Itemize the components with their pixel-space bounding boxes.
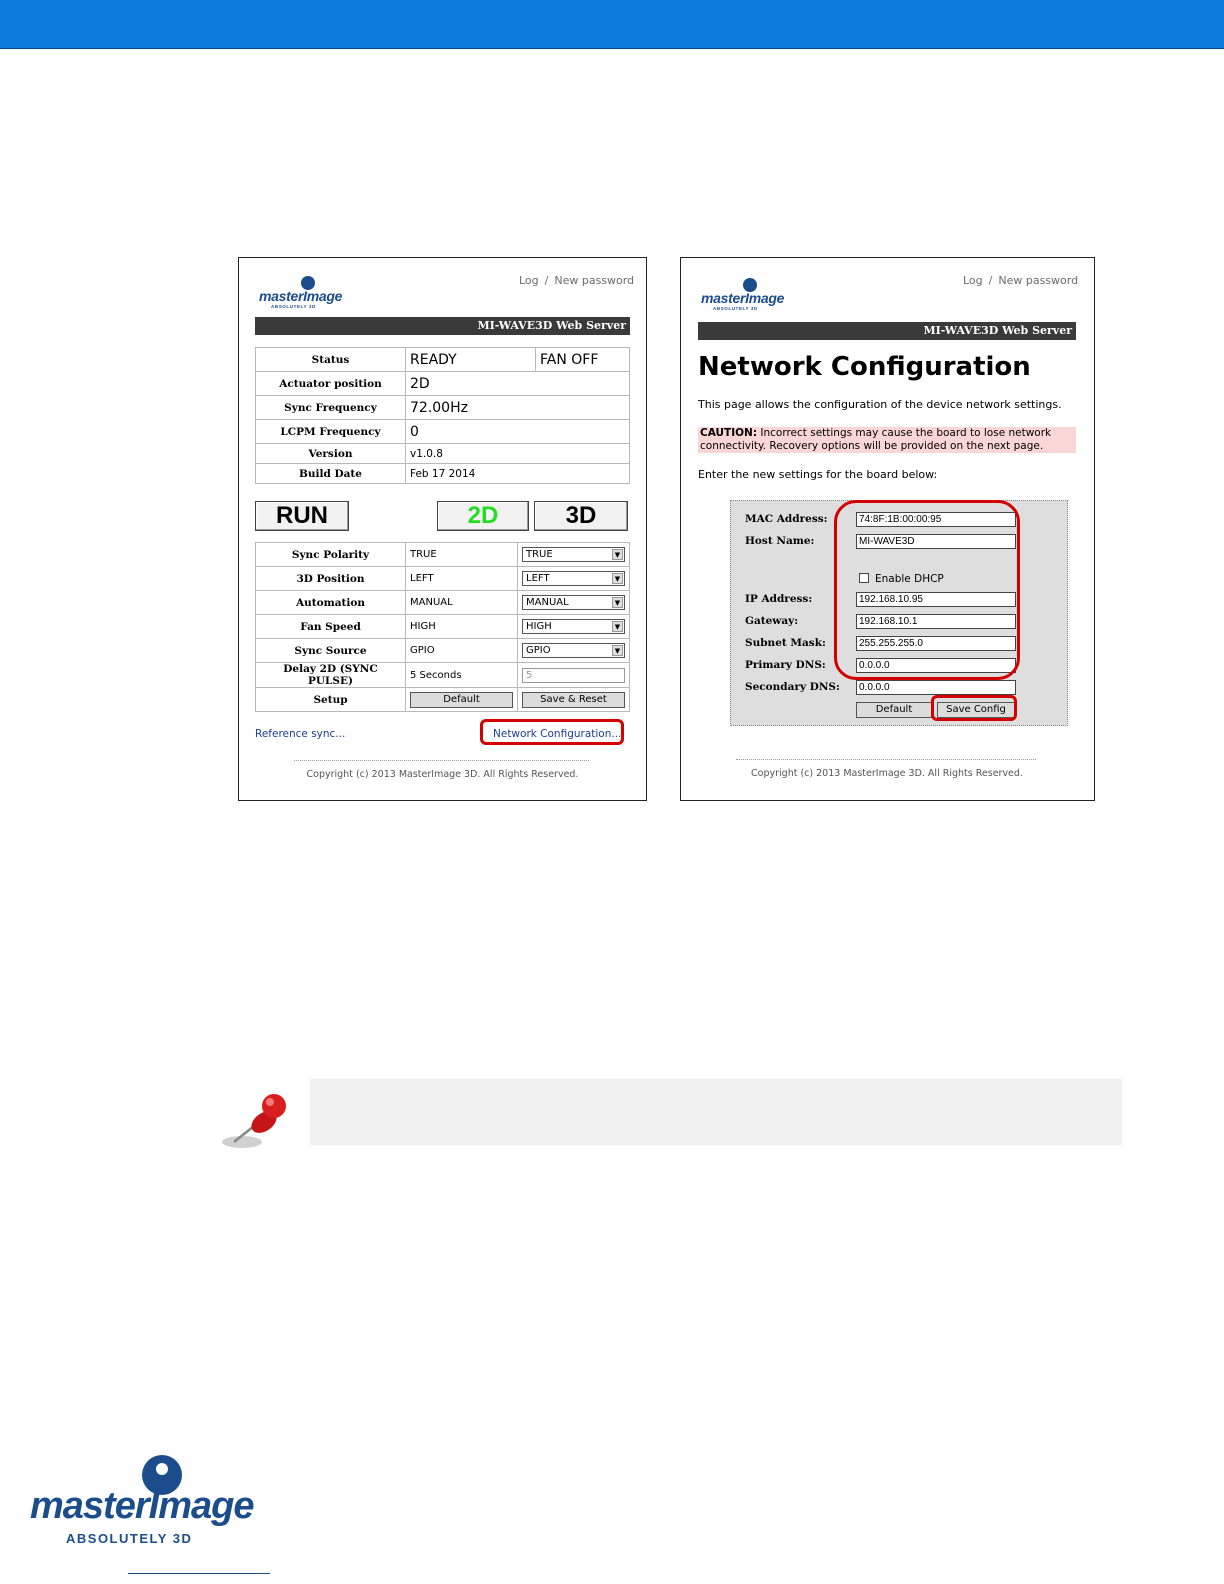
main-status-screenshot xyxy=(238,257,647,801)
status-table xyxy=(255,347,630,484)
automation-value: MANUAL xyxy=(406,591,518,615)
copyright-text: Copyright (c) 2013 MasterImage 3D. All Rights Reserved. xyxy=(751,768,1023,779)
fan-speed-select[interactable] xyxy=(522,619,625,634)
subnet-mask-label: Subnet Mask: xyxy=(745,637,826,649)
setup-save-cell xyxy=(518,688,630,712)
secondary-dns-field[interactable]: 0.0.0.0 xyxy=(856,680,1016,695)
instructions-text: Enter the new settings for the board below: xyxy=(698,468,938,481)
automation-selected: MANUAL xyxy=(526,597,569,608)
automation-cell xyxy=(518,591,630,615)
caution-box xyxy=(698,427,1076,453)
new-password-link[interactable]: New password xyxy=(998,274,1079,287)
logo-tagline: ABSOLUTELY 3D xyxy=(271,304,316,309)
3d-position-cell xyxy=(518,567,630,591)
fields-highlight xyxy=(834,500,1020,680)
settings-table xyxy=(255,542,630,712)
save-reset-button[interactable]: Save & Reset xyxy=(522,692,625,708)
chevron-down-icon[interactable]: ▼ xyxy=(612,549,623,560)
sync-polarity-cell xyxy=(518,543,630,567)
actuator-label: Actuator position xyxy=(256,372,406,396)
sync-source-select[interactable] xyxy=(522,643,625,658)
default-button[interactable]: Default xyxy=(410,692,513,708)
footer-divider xyxy=(736,759,1036,760)
lcpm-frequency-label: LCPM Frequency xyxy=(256,420,406,444)
enable-dhcp-label: Enable DHCP xyxy=(875,573,944,585)
lcpm-frequency-value: 0 xyxy=(406,420,630,444)
fan-speed-label: Fan Speed xyxy=(256,615,406,639)
network-configuration-link[interactable]: Network Configuration... xyxy=(493,728,622,740)
sync-frequency-label: Sync Frequency xyxy=(256,396,406,420)
status-value: READY xyxy=(406,348,536,372)
footer-rule xyxy=(128,1573,270,1574)
setup-default-cell xyxy=(406,688,518,712)
sync-frequency-value: 72.00Hz xyxy=(406,396,630,420)
caution-text-line1: Incorrect settings may cause the board to lose network xyxy=(757,427,1052,439)
server-title-bar: MI-WAVE3D Web Server xyxy=(255,317,630,335)
secondary-dns-label: Secondary DNS: xyxy=(745,681,840,693)
mac-address-label: MAC Address: xyxy=(745,513,828,525)
log-link[interactable]: Log xyxy=(519,274,539,287)
mode-2d-button[interactable]: 2D xyxy=(437,501,529,531)
sync-source-cell xyxy=(518,639,630,663)
3d-position-value: LEFT xyxy=(406,567,518,591)
link-separator: / xyxy=(988,274,993,287)
network-configuration-screenshot xyxy=(680,257,1095,801)
delay-2d-cell xyxy=(518,663,630,688)
top-links xyxy=(519,274,634,287)
actuator-value: 2D xyxy=(406,372,630,396)
delay-2d-value: 5 Seconds xyxy=(406,663,518,688)
sync-source-selected: GPIO xyxy=(526,645,551,656)
footer-logo-wordmark: masterImage xyxy=(30,1485,254,1527)
save-config-highlight xyxy=(931,695,1017,721)
chevron-down-icon[interactable]: ▼ xyxy=(612,621,623,632)
delay-2d-label: Delay 2D (SYNC PULSE) xyxy=(256,663,406,688)
logo-tagline: ABSOLUTELY 3D xyxy=(713,306,758,311)
automation-select[interactable] xyxy=(522,595,625,610)
primary-dns-field[interactable]: 0.0.0.0 xyxy=(856,658,1016,673)
chevron-down-icon[interactable]: ▼ xyxy=(612,573,623,584)
footer-logo xyxy=(30,1455,270,1545)
sync-source-label: Sync Source xyxy=(256,639,406,663)
reference-sync-link[interactable]: Reference sync... xyxy=(255,728,346,740)
host-name-label: Host Name: xyxy=(745,535,815,547)
build-date-value: Feb 17 2014 xyxy=(406,464,630,484)
sync-polarity-value: TRUE xyxy=(406,543,518,567)
run-button[interactable]: RUN xyxy=(255,501,349,531)
note-box xyxy=(310,1079,1122,1145)
page-description: This page allows the configuration of the device network settings. xyxy=(698,398,1062,411)
logo-wordmark: masterImage xyxy=(701,290,785,306)
caution-label: CAUTION: xyxy=(700,427,758,439)
gateway-label: Gateway: xyxy=(745,615,799,627)
gateway-field[interactable]: 192.168.10.1 xyxy=(856,614,1016,629)
footer-logo-tagline: ABSOLUTELY 3D xyxy=(66,1531,193,1546)
mode-3d-button[interactable]: 3D xyxy=(534,501,628,531)
3d-position-label: 3D Position xyxy=(256,567,406,591)
mac-address-field[interactable]: 74:8F:1B:00:00:95 xyxy=(856,512,1016,527)
page-title: Network Configuration xyxy=(698,352,1031,382)
footer-divider xyxy=(294,760,589,761)
server-title-bar: MI-WAVE3D Web Server xyxy=(698,322,1076,340)
version-label: Version xyxy=(256,444,406,464)
fan-speed-selected: HIGH xyxy=(526,621,552,632)
version-value: v1.0.8 xyxy=(406,444,630,464)
build-date-label: Build Date xyxy=(256,464,406,484)
default-button[interactable]: Default xyxy=(856,702,932,718)
sync-polarity-selected: TRUE xyxy=(526,549,553,560)
copyright-text: Copyright (c) 2013 MasterImage 3D. All Rights Reserved. xyxy=(306,769,579,780)
delay-2d-input[interactable]: 5 xyxy=(522,668,625,683)
caution-text-line2: connectivity. Recovery options will be provided on the next page. xyxy=(700,440,1044,452)
fan-speed-value: HIGH xyxy=(406,615,518,639)
pushpin-icon xyxy=(220,1092,296,1154)
3d-position-selected: LEFT xyxy=(526,573,550,584)
fan-status: FAN OFF xyxy=(536,348,630,372)
automation-label: Automation xyxy=(256,591,406,615)
logo-wordmark: masterImage xyxy=(259,288,343,304)
header-bar xyxy=(0,0,1224,49)
top-links xyxy=(963,274,1078,287)
sync-polarity-label: Sync Polarity xyxy=(256,543,406,567)
sync-polarity-select[interactable] xyxy=(522,547,625,562)
chevron-down-icon[interactable]: ▼ xyxy=(612,645,623,656)
ip-address-label: IP Address: xyxy=(745,593,813,605)
ip-address-field[interactable]: 192.168.10.95 xyxy=(856,592,1016,607)
setup-label: Setup xyxy=(256,688,406,712)
host-name-field[interactable]: MI-WAVE3D xyxy=(856,534,1016,549)
link-separator: / xyxy=(544,274,549,287)
new-password-link[interactable]: New password xyxy=(554,274,635,287)
chevron-down-icon[interactable]: ▼ xyxy=(612,597,623,608)
subnet-mask-field[interactable]: 255.255.255.0 xyxy=(856,636,1016,651)
primary-dns-label: Primary DNS: xyxy=(745,659,826,671)
log-link[interactable]: Log xyxy=(963,274,983,287)
3d-position-select[interactable] xyxy=(522,571,625,586)
fan-speed-cell xyxy=(518,615,630,639)
sync-source-value: GPIO xyxy=(406,639,518,663)
save-config-button[interactable]: Save Config xyxy=(937,702,1015,718)
status-label: Status xyxy=(256,348,406,372)
